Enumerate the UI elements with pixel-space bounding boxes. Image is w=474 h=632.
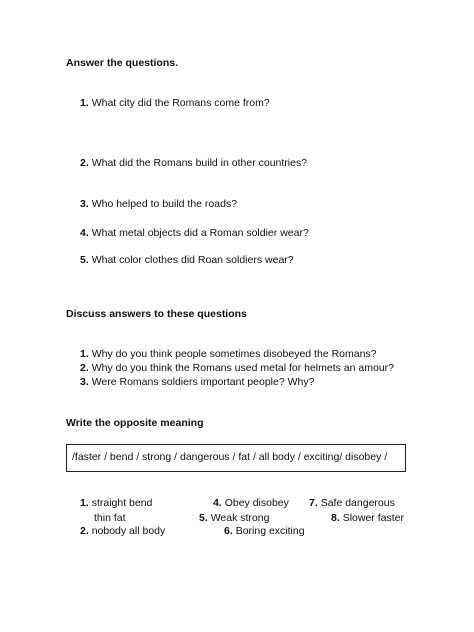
question-number: 4. (80, 227, 89, 239)
question-number: 5. (80, 254, 89, 266)
opposite-item (94, 512, 126, 525)
question-number: 2. (80, 362, 89, 374)
question-text: What metal objects did a Roman soldier wear? (91, 227, 309, 239)
opposite-item (309, 497, 395, 510)
question-item (80, 227, 309, 240)
item-text: nobody all body (91, 525, 166, 537)
item-number: 8. (331, 512, 340, 524)
item-number: 1. (80, 497, 89, 509)
question-text: Why do you think the Romans used metal for helmets an amour? (91, 362, 395, 374)
item-number: 5. (199, 512, 208, 524)
opposite-item (213, 497, 289, 510)
opposite-item (80, 497, 152, 510)
question-text: What did the Romans build in other countries? (91, 157, 308, 169)
question-item (80, 198, 237, 211)
item-number: 4. (213, 497, 222, 509)
section-heading-opposite: Write the opposite meaning (66, 417, 204, 429)
opposite-item (80, 525, 165, 538)
item-number: 7. (309, 497, 318, 509)
question-item (80, 348, 377, 361)
section-heading-discuss: Discuss answers to these questions (66, 308, 247, 320)
item-text: Boring exciting (235, 525, 305, 537)
question-item (80, 157, 307, 170)
question-item (80, 254, 294, 267)
item-number: 2. (80, 525, 89, 537)
opposite-item (199, 512, 269, 525)
question-number: 1. (80, 348, 89, 360)
item-text: straight bend (91, 497, 153, 509)
question-text: Were Romans soldiers important people? Why? (91, 376, 315, 388)
item-text: thin fat (94, 512, 126, 524)
question-text: What city did the Romans come from? (91, 97, 270, 109)
question-item (80, 362, 394, 375)
question-number: 3. (80, 198, 89, 210)
question-text: What color clothes did Roan soldiers wear? (91, 254, 294, 266)
question-number: 2. (80, 157, 89, 169)
opposite-item (331, 512, 404, 525)
item-text: Slower faster (342, 512, 404, 524)
section-heading-answer: Answer the questions. (66, 57, 179, 69)
question-number: 3. (80, 376, 89, 388)
item-text: Safe dangerous (320, 497, 395, 509)
word-bank-box (66, 444, 406, 472)
word-bank-text: /faster / bend / strong / dangerous / fat / all body / exciting/ disobey / (72, 451, 388, 463)
question-number: 1. (80, 97, 89, 109)
item-text: Obey disobey (224, 497, 289, 509)
opposite-item (224, 525, 305, 538)
item-number: 6. (224, 525, 233, 537)
question-item (80, 97, 270, 110)
question-text: Why do you think people sometimes disobeyed the Romans? (91, 348, 377, 360)
question-text: Who helped to build the roads? (91, 198, 238, 210)
item-text: Weak strong (210, 512, 270, 524)
question-item (80, 376, 314, 389)
